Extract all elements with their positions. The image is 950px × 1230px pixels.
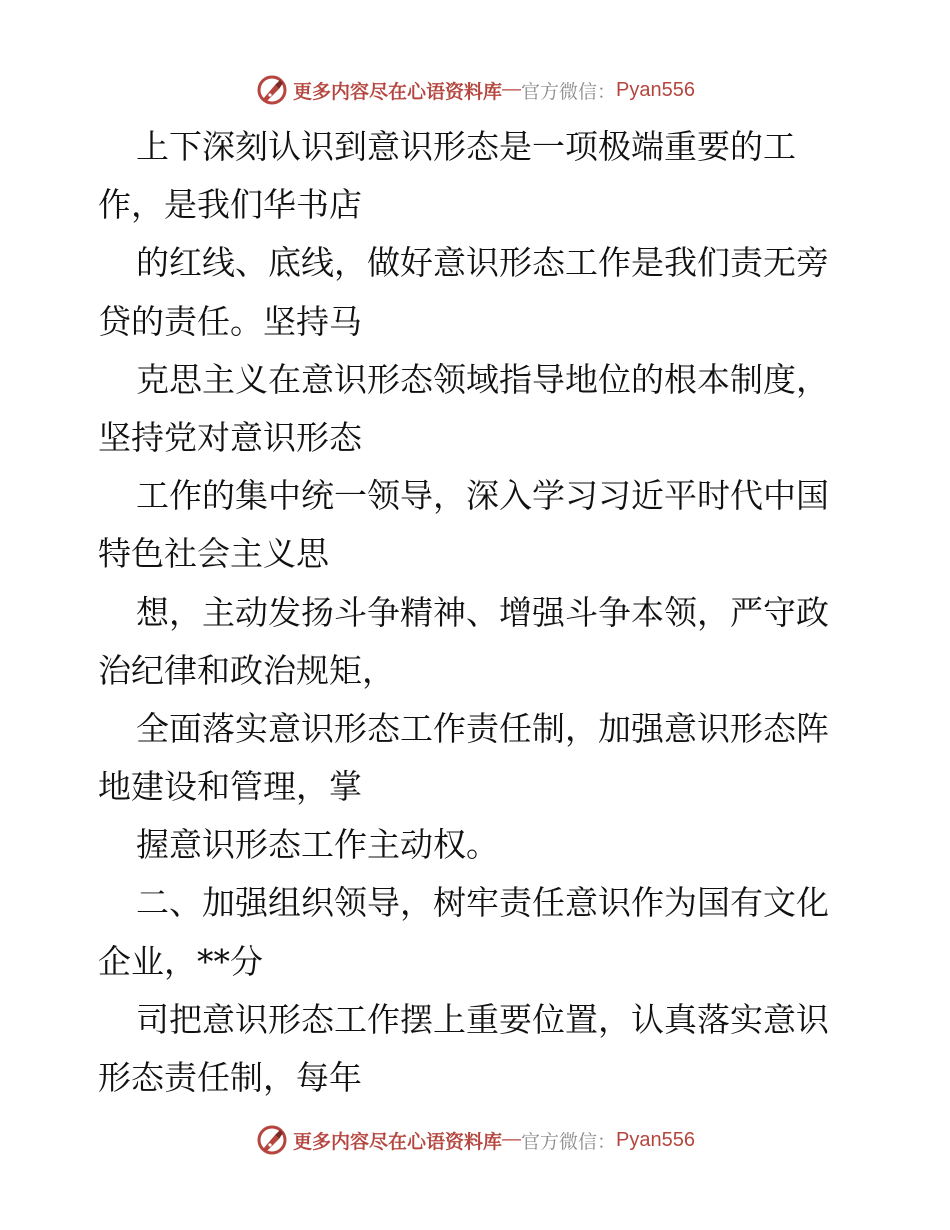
watermark-dash: — (502, 1129, 522, 1150)
body-line: 想，主动发扬斗争精神、增强斗争本领，严守政 (136, 592, 829, 632)
body-line: 工作的集中统一领导，深入学习习近平时代中国 (136, 476, 829, 516)
body-line: 二、加强组织领导，树牢责任意识作为国有文化 (136, 883, 829, 923)
body-line: 上下深刻认识到意识形态是一项极端重要的工 (136, 127, 796, 166)
body-line: 贷的责任。坚持马 (98, 301, 362, 341)
footer-watermark (0, 1120, 950, 1160)
body-line: 作，是我们华书店 (98, 185, 362, 225)
body-line: 的红线、底线，做好意识形态工作是我们责无旁 (136, 243, 829, 283)
body-line: 形态责任制，每年 (98, 1058, 362, 1097)
body-line: 地建设和管理，掌 (98, 767, 362, 807)
body-line: 克思主义在意识形态领域指导地位的根本制度， (136, 359, 829, 399)
body-line: 司把意识形态工作摆上重要位置，认真落实意识 (136, 999, 829, 1039)
watermark-label: 官方微信： (521, 1130, 617, 1153)
document-body (98, 118, 868, 1107)
pen-nib-circle-icon (255, 1123, 289, 1157)
body-line: 企业，**分 (98, 941, 263, 981)
watermark-brand: 更多内容尽在心语资料库 (293, 1130, 503, 1153)
body-line: 坚持党对意识形态 (98, 417, 362, 457)
watermark-label: 官方微信： (521, 80, 617, 103)
body-line: 握意识形态工作主动权。 (136, 825, 499, 865)
body-line: 特色社会主义思 (98, 534, 329, 574)
watermark-id: Pyan556 (616, 1128, 695, 1151)
pen-nib-circle-icon (255, 73, 289, 107)
body-line: 治纪律和政治规矩， (98, 650, 395, 690)
watermark-brand: 更多内容尽在心语资料库 (293, 80, 503, 103)
watermark-dash: — (502, 79, 522, 100)
body-line: 全面落实意识形态工作责任制，加强意识形态阵 (136, 708, 829, 748)
watermark-id: Pyan556 (616, 78, 695, 101)
header-watermark (0, 70, 950, 110)
